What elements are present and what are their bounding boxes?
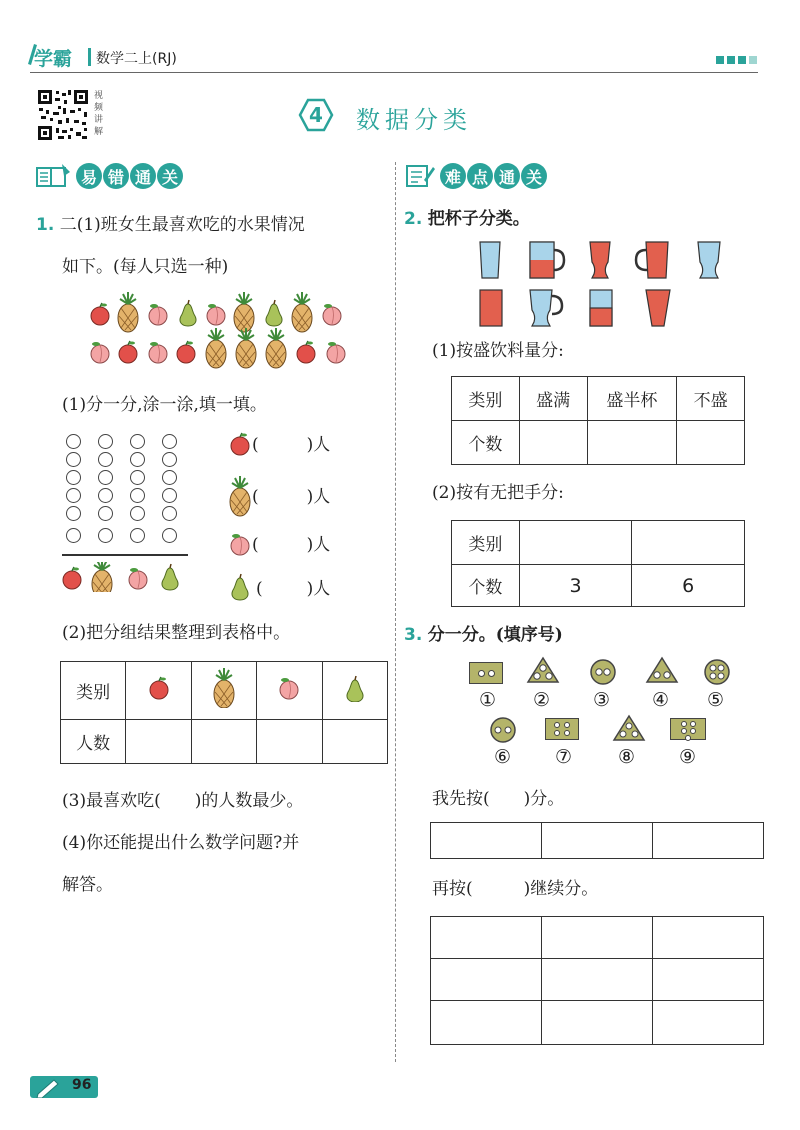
q3-number: 3. [404,625,423,645]
cup-4 [636,242,668,278]
q2-table1 [451,376,745,465]
answer-cell[interactable] [542,1001,653,1045]
pear-icon [343,674,367,702]
answer-cell[interactable] [542,823,653,859]
section-char: 关 [521,163,547,189]
qr-code-icon [36,88,90,142]
fruit-rows [88,292,358,372]
value-without-handle: 6 [632,565,745,607]
q3-first: 我先按( )分。 [432,789,565,809]
page-number: 96 [72,1077,92,1093]
section-char: 难 [440,163,466,189]
answer-cell[interactable] [191,720,256,764]
shape-label-7: ⑦ [555,746,573,768]
table-header-category: 类别 [452,377,520,421]
shape-8 [612,714,646,742]
q1-part3: (3)最喜欢吃( )的人数最少。 [62,791,304,811]
q2-number: 2. [404,209,423,229]
answer-cell[interactable] [431,917,542,959]
answer-cell[interactable] [542,959,653,1001]
answer-cell[interactable] [653,1001,764,1045]
brand-name: 学霸 [34,48,73,70]
shape-label-3: ③ [593,689,611,711]
answer-cell[interactable] [322,720,387,764]
paren-close: )人 [306,487,331,507]
answer-cell[interactable] [653,917,764,959]
shape-label-1: ① [479,689,497,711]
cup-7 [530,290,562,326]
section-easy-mistakes [34,162,183,190]
table-header-count: 个数 [452,565,520,607]
chapter-badge [298,98,334,132]
q2-title: 把杯子分类。 [427,209,530,229]
table-header-half: 盛半杯 [587,377,677,421]
paren-open: ( [252,435,259,455]
notepad-pencil-icon [404,162,436,190]
shape-5 [703,658,731,686]
table-header-empty: 不盛 [677,377,745,421]
section-char: 通 [494,163,520,189]
shape-9 [670,718,706,740]
q2-part1: (1)按盛饮料量分: [432,341,564,361]
answer-cell[interactable] [519,421,587,465]
header-rule [30,72,758,73]
fill-row-peach [252,532,330,558]
table-cell-pear [322,662,387,720]
shape-6 [489,716,517,744]
circle-grid [62,434,192,554]
fruit-axis [58,562,188,592]
chapter-number: 4 [309,103,323,127]
table-cell-peach [257,662,322,720]
q3-title: 分一分。(填序号) [427,625,563,645]
shape-7 [545,718,579,740]
section-label [440,163,547,189]
q1-table [60,661,388,764]
answer-cell[interactable] [677,421,745,465]
table-cell-pineapple [191,662,256,720]
q1-part4a: (4)你还能提出什么数学问题?并 [62,833,300,853]
section-char: 易 [76,163,102,189]
answer-cell[interactable] [542,917,653,959]
apple-icon [147,676,171,700]
qr-label: 视频讲解 [94,91,104,137]
paren-open: ( [252,487,259,507]
answer-cell[interactable] [126,720,191,764]
section-char: 错 [103,163,129,189]
shape-label-4: ④ [652,689,670,711]
answer-cell[interactable] [632,521,745,565]
paren-close: )人 [306,535,331,555]
shape-label-2: ② [533,689,551,711]
section-char: 通 [130,163,156,189]
shape-4 [645,656,679,684]
fill-fruit-icons [228,430,252,630]
paren-close: )人 [306,435,331,455]
paren-open: ( [252,535,259,555]
q1-text: 二(1)班女生最喜欢吃的水果情况 [59,215,305,235]
cup-1 [480,242,500,278]
chapter-title: 数据分类 [356,106,472,134]
answer-cell[interactable] [653,959,764,1001]
shape-1 [469,662,503,684]
fill-row-pear [256,576,330,602]
paren-open: ( [256,579,263,599]
section-char: 关 [157,163,183,189]
table-header-full: 盛满 [519,377,587,421]
q3-title-row [404,622,563,648]
header-squares [716,56,757,64]
brand-divider [88,48,91,66]
q1-line2: 如下。(每人只选一种) [62,257,229,277]
answer-cell[interactable] [519,521,632,565]
answer-cell[interactable] [587,421,677,465]
q3-then: 再按( )继续分。 [432,879,599,899]
cup-6 [480,290,502,326]
cup-9 [646,290,670,326]
shape-label-5: ⑤ [707,689,725,711]
open-book-icon [34,162,72,190]
q1-part4b: 解答。 [62,875,113,895]
book-title: 数学二上(RJ) [96,51,177,67]
shape-label-9: ⑨ [679,746,697,768]
section-char: 点 [467,163,493,189]
q2-table2 [451,520,745,607]
table-header-count: 个数 [452,421,520,465]
table-cell-apple [126,662,191,720]
cup-3 [590,242,610,278]
q2-part2: (2)按有无把手分: [432,483,564,503]
fill-row-pineapple [252,484,330,510]
q1-part2: (2)把分组结果整理到表格中。 [62,623,291,643]
answer-cell[interactable] [431,1001,542,1045]
answer-cell[interactable] [431,823,542,859]
q2-title-row [404,206,530,232]
shape-label-6: ⑥ [494,746,512,768]
shape-label-8: ⑧ [618,746,636,768]
qr-code[interactable] [36,88,90,142]
pencil-icon [34,1076,64,1098]
table-header-category: 类别 [452,521,520,565]
cups-illustration [466,238,746,338]
answer-cell[interactable] [653,823,764,859]
shape-2 [526,656,560,684]
cup-5 [698,242,720,278]
q3-then-table [430,916,764,1045]
section-label [76,163,183,189]
table-header-count: 人数 [61,720,126,764]
pineapple-icon [210,668,238,708]
cup-2 [530,242,564,278]
table-header-category: 类别 [61,662,126,720]
cup-8 [590,290,612,326]
answer-cell[interactable] [257,720,322,764]
section-hard-points [404,162,547,190]
column-divider [395,162,396,1062]
q1-line1 [36,212,305,238]
shape-3 [589,658,617,686]
q3-first-table [430,822,764,859]
peach-icon [277,676,301,700]
paren-close: )人 [306,579,331,599]
q1-number: 1. [36,215,55,235]
answer-cell[interactable] [431,959,542,1001]
fill-row-apple [252,432,330,458]
value-with-handle: 3 [519,565,632,607]
q1-part1: (1)分一分,涂一涂,填一填。 [62,395,267,415]
